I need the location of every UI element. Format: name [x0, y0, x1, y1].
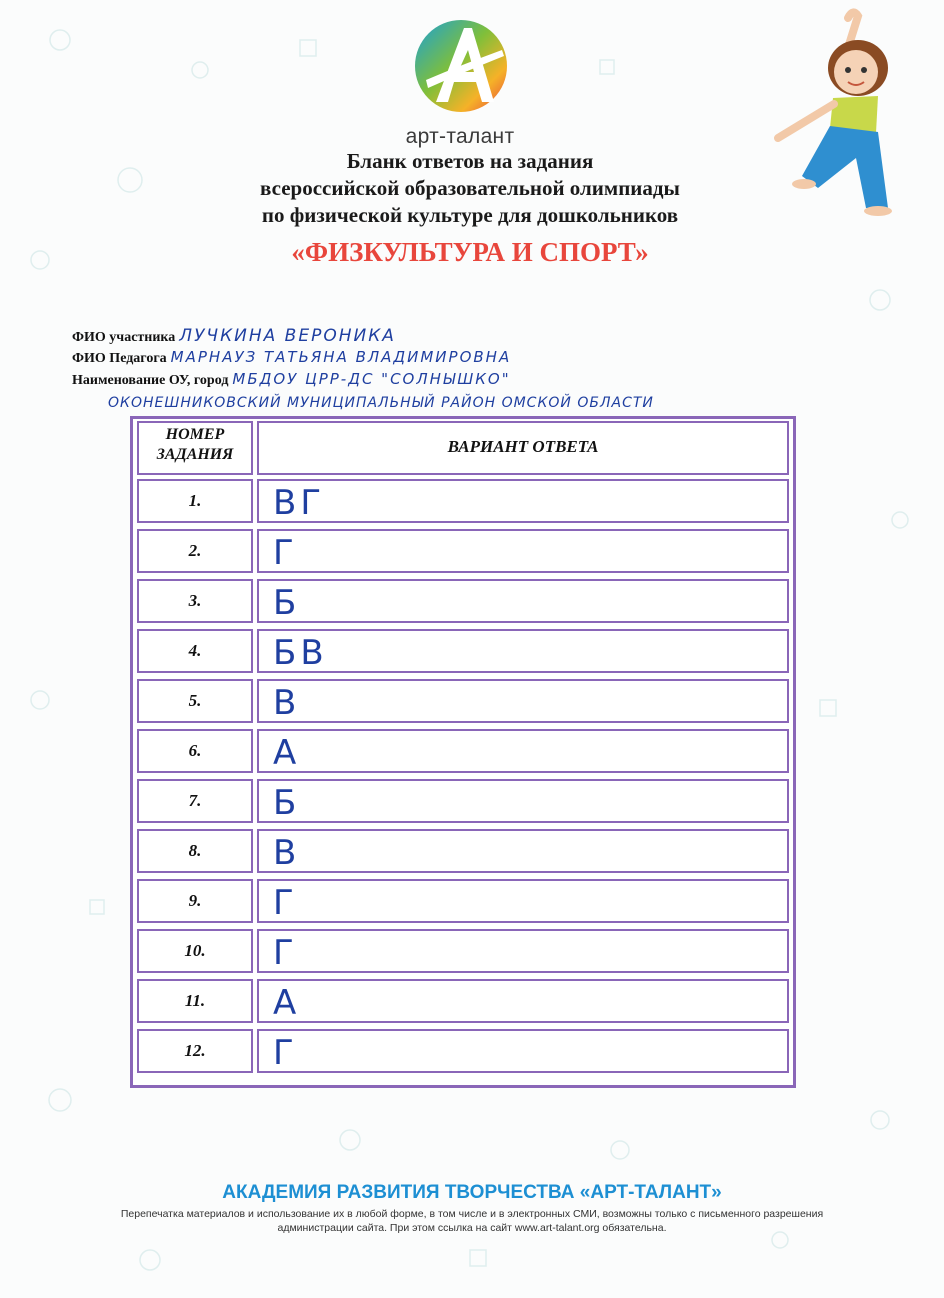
answer-table [130, 416, 796, 1088]
answer-value: В [273, 833, 301, 873]
title-line-1: Бланк ответов на задания [346, 149, 594, 173]
school-value-2: ОКОНЕШНИКОВСКИЙ МУНИЦИПАЛЬНЫЙ РАЙОН ОМСКОЙ ОБЛАСТИ [108, 395, 654, 411]
table-row [137, 879, 789, 923]
art-talant-logo [406, 10, 516, 120]
teacher-row [72, 348, 511, 367]
task-number: 10. [137, 929, 253, 973]
table-row [137, 779, 789, 823]
task-number: 11. [137, 979, 253, 1023]
academy-name: АКАДЕМИЯ РАЗВИТИЯ ТВОРЧЕСТВА «АРТ-ТАЛАНТ» [222, 1182, 722, 1203]
task-number: 4. [137, 629, 253, 673]
task-number: 8. [137, 829, 253, 873]
task-number: 9. [137, 879, 253, 923]
table-row [137, 679, 789, 723]
task-number: 6. [137, 729, 253, 773]
teacher-label: ФИО Педагога [72, 351, 167, 366]
table-row [137, 529, 789, 573]
answer-cell [257, 979, 789, 1023]
form-title [140, 148, 800, 267]
answer-value: ВГ [273, 483, 326, 523]
table-row [137, 479, 789, 523]
answer-value: А [273, 733, 301, 773]
teacher-value: МАРНАУЗ ТАТЬЯНА ВЛАДИМИРОВНА [170, 348, 512, 366]
table-row [137, 979, 789, 1023]
answer-cell [257, 729, 789, 773]
answer-value: Б [273, 783, 301, 823]
table-row [137, 929, 789, 973]
answer-cell [257, 929, 789, 973]
answer-cell [257, 579, 789, 623]
school-row-2 [108, 394, 654, 412]
task-number: 2. [137, 529, 253, 573]
answer-value: Г [273, 533, 298, 573]
answer-cell [257, 879, 789, 923]
title-line-2: всероссийской образовательной олимпиады [260, 176, 680, 200]
participant-label: ФИО участника [72, 330, 176, 345]
participant-row [72, 326, 396, 346]
answer-cell [257, 1029, 789, 1073]
answer-cell [257, 529, 789, 573]
task-number: 12. [137, 1029, 253, 1073]
table-row [137, 1029, 789, 1073]
column-header-answer: ВАРИАНТ ОТВЕТА [257, 421, 789, 475]
answer-cell [257, 629, 789, 673]
answer-value: БВ [273, 633, 328, 673]
answer-value: В [273, 683, 301, 723]
task-number: 7. [137, 779, 253, 823]
school-value: МБДОУ ЦРР-ДС "СОЛНЫШКО" [232, 370, 511, 388]
answer-value: А [273, 983, 301, 1023]
olympiad-name: «ФИЗКУЛЬТУРА И СПОРТ» [291, 237, 649, 267]
table-header-row [137, 421, 789, 475]
task-number: 1. [137, 479, 253, 523]
answer-value: Г [273, 883, 298, 923]
answer-value: Г [273, 933, 298, 973]
copyright-notice: Перепечатка материалов и использование их в любой форме, в том числе и в электронных СМИ, возможны только с письменного разрешения администрации сайта. При этом ссылка на сайт www.art-talant.org обязательна. [120, 1208, 824, 1234]
answer-value: Г [273, 1033, 298, 1073]
answer-cell [257, 679, 789, 723]
table-row [137, 829, 789, 873]
title-line-3: по физической культуре для дошкольников [261, 203, 679, 227]
answer-cell [257, 479, 789, 523]
table-row [137, 629, 789, 673]
participant-value: ЛУЧКИНА ВЕРОНИКА [179, 326, 396, 346]
task-number: 3. [137, 579, 253, 623]
answer-cell [257, 829, 789, 873]
brand-name: арт-талант [405, 125, 515, 148]
school-row [72, 370, 511, 389]
school-label: Наименование ОУ, город [72, 373, 229, 388]
column-header-number: НОМЕР ЗАДАНИЯ [137, 421, 253, 475]
answer-value: Б [273, 583, 301, 623]
answer-cell [257, 779, 789, 823]
table-row [137, 729, 789, 773]
task-number: 5. [137, 679, 253, 723]
table-row [137, 579, 789, 623]
